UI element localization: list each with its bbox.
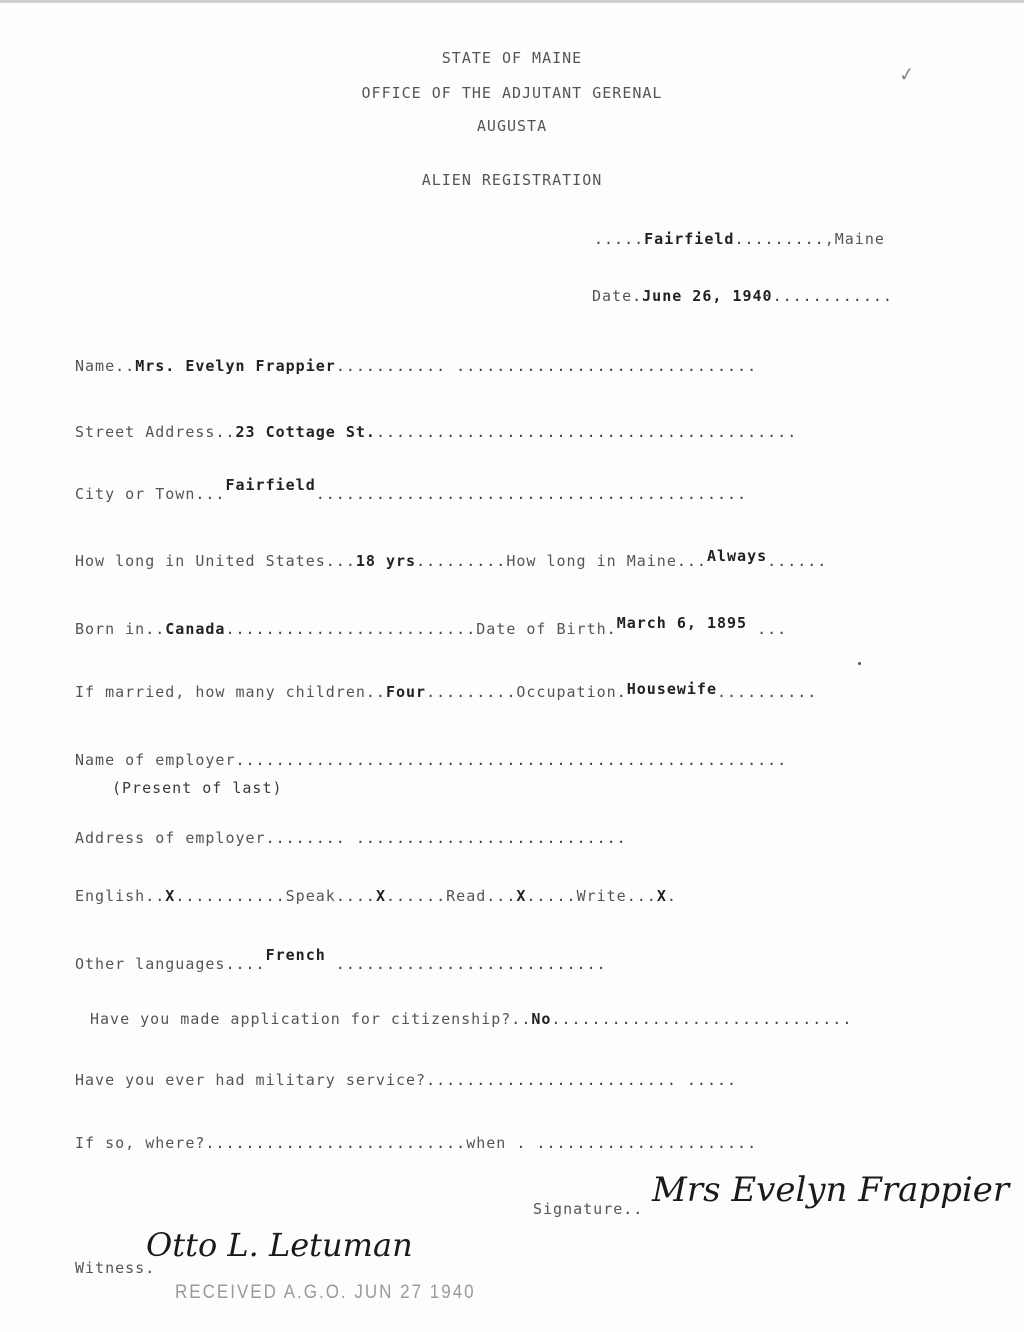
- name-label: Name: [75, 357, 116, 375]
- street-value: 23 Cottage St.: [235, 423, 376, 441]
- children-label: If married, how many children: [75, 683, 366, 701]
- stray-mark: [858, 662, 861, 665]
- employer-sublabel: (Present of last): [112, 779, 283, 797]
- born-in-value: Canada: [165, 620, 226, 638]
- employer-address-label: Address of employer: [75, 829, 266, 847]
- us-duration-value: 18 yrs: [355, 552, 417, 570]
- other-languages-value: French: [265, 946, 326, 964]
- witness-line: Witness.: [75, 1259, 156, 1277]
- write-label: Write: [576, 887, 627, 905]
- city-value: Fairfield: [225, 476, 316, 494]
- speak-value: X: [375, 887, 386, 905]
- signature-label: Signature: [533, 1200, 624, 1218]
- where-label: If so, where?: [75, 1134, 206, 1152]
- location-line: .....Fairfield.........,Maine: [594, 230, 885, 248]
- english-label: English: [75, 887, 146, 905]
- signature-line: Signature..: [533, 1200, 644, 1218]
- date-value: June 26, 1940: [642, 287, 773, 305]
- scan-edge: [0, 0, 1024, 3]
- witness-label: Witness: [75, 1259, 146, 1277]
- header-state: STATE OF MAINE: [441, 49, 583, 67]
- birth-date-label: Date of Birth: [476, 620, 607, 638]
- city-label: City or Town: [75, 485, 196, 503]
- employer-address-line: Address of employer........ ...........................: [75, 829, 627, 847]
- location-town: Fairfield: [644, 230, 735, 248]
- header-office: OFFICE OF THE ADJUTANT GERENAL: [361, 84, 663, 102]
- other-languages-line: Other languages....French ...........................: [75, 946, 607, 973]
- date-label: Date: [592, 287, 633, 305]
- maine-duration-value: Always: [706, 547, 768, 565]
- citizenship-value: No: [531, 1010, 552, 1028]
- witness-signature: Otto L. Letuman: [146, 1226, 413, 1264]
- name-value: Mrs. Evelyn Frappier: [135, 357, 336, 375]
- speak-label: Speak: [285, 887, 336, 905]
- children-value: Four: [385, 683, 427, 701]
- applicant-signature: Mrs Evelyn Frappier: [652, 1170, 1010, 1210]
- where-when-line: If so, where?..........................when . ......................: [75, 1134, 758, 1152]
- language-abilities-line: English..X...........Speak....X......Read...X.....Write...X.: [75, 887, 677, 905]
- read-value: X: [516, 887, 527, 905]
- maine-duration-label: How long in Maine: [506, 552, 677, 570]
- birth-date-value: March 6, 1895: [616, 614, 748, 632]
- location-state: ,Maine: [824, 230, 885, 248]
- check-mark-icon: ✓: [898, 61, 915, 88]
- occupation-value: Housewife: [626, 680, 717, 698]
- street-line: Street Address..23 Cottage St...........................................: [75, 423, 798, 441]
- occupation-label: Occupation: [516, 683, 617, 701]
- citizenship-label: Have you made application for citizenship?: [90, 1010, 512, 1028]
- street-label: Street Address: [75, 423, 216, 441]
- born-in-label: Born in: [75, 620, 146, 638]
- english-value: X: [165, 887, 176, 905]
- name-line: Name..Mrs. Evelyn Frappier........... ..............................: [75, 357, 758, 375]
- citizenship-line: Have you made application for citizenship?..No..............................: [90, 1010, 853, 1028]
- date-line: Date.June 26, 1940............: [592, 287, 893, 305]
- duration-line: How long in United States...18 yrs.........How long in Maine...Always......: [75, 547, 828, 570]
- employer-name-line: Name of employer.......................................................: [75, 751, 788, 769]
- received-stamp: RECEIVED A.G.O. JUN 27 1940: [175, 1280, 476, 1303]
- header-city: AUGUSTA: [476, 117, 548, 135]
- when-label: when: [466, 1134, 507, 1152]
- form-title: ALIEN REGISTRATION: [421, 171, 603, 189]
- write-value: X: [656, 887, 667, 905]
- children-line: If married, how many children..Four.........Occupation.Housewife..........: [75, 680, 818, 701]
- military-line: Have you ever had military service?......................... .....: [75, 1071, 738, 1089]
- birth-line: Born in..Canada.........................Date of Birth.March 6, 1895 ...: [75, 614, 788, 638]
- read-label: Read: [446, 887, 487, 905]
- city-line: City or Town...Fairfield...........................................: [75, 476, 748, 503]
- employer-name-label: Name of employer: [75, 751, 236, 769]
- us-duration-label: How long in United States: [75, 552, 326, 570]
- other-languages-label: Other languages: [75, 955, 226, 973]
- military-label: Have you ever had military service?: [75, 1071, 427, 1089]
